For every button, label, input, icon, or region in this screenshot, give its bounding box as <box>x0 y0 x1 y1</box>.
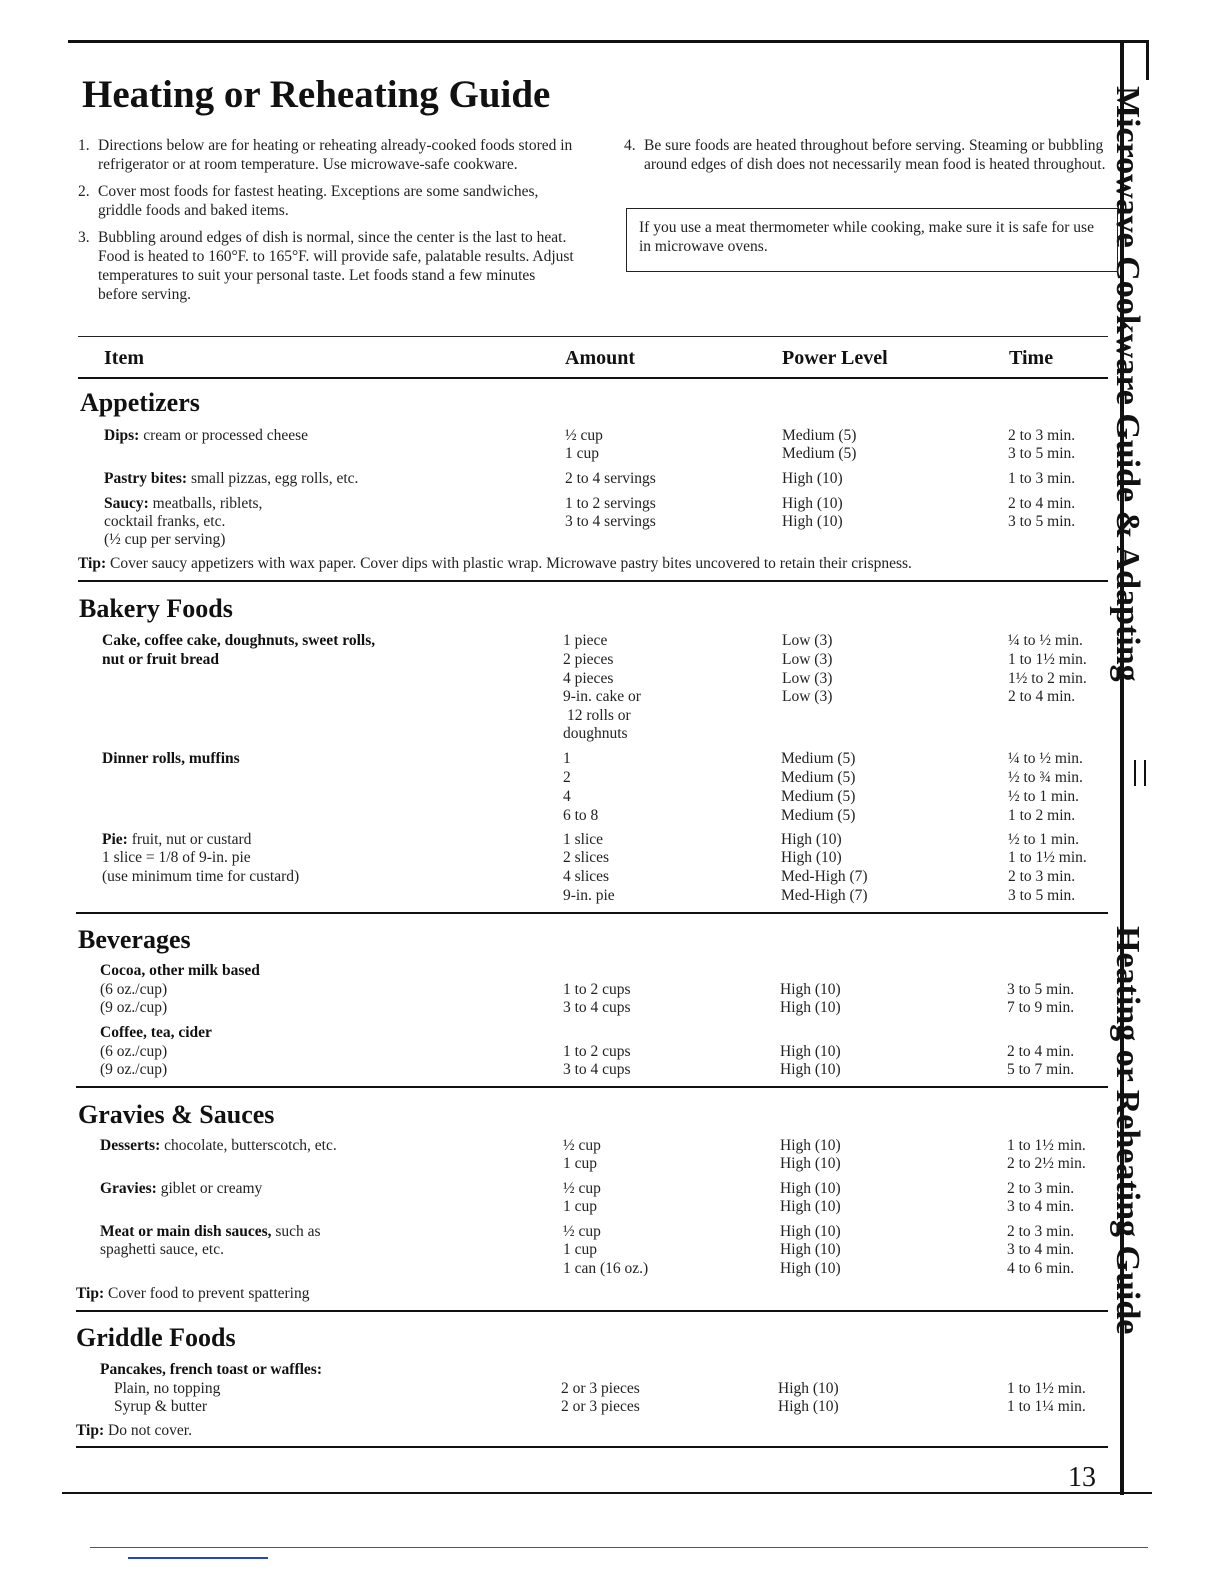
time-cell: 1 to 1½ min. <box>1008 651 1087 668</box>
power-cell: High (10) <box>780 1180 841 1197</box>
footer-link-underline[interactable] <box>128 1557 268 1559</box>
amount-cell: 1 cup <box>563 1155 598 1172</box>
power-cell: High (10) <box>778 1380 839 1397</box>
header-item: Item <box>104 347 144 369</box>
row-cocoa: Cocoa, other milk based <box>100 962 260 979</box>
power-cell: High (10) <box>780 1137 841 1154</box>
item-detail: (9 oz./cup) <box>100 1061 168 1078</box>
amount-cell: doughnuts <box>563 725 628 742</box>
item-detail: (6 oz./cup) <box>100 981 168 998</box>
power-cell: High (10) <box>780 1155 841 1172</box>
amount-cell: 12 rolls or <box>567 707 631 724</box>
row-pie: Pie: fruit, nut or custard <box>102 831 252 848</box>
time-cell: ½ to 1 min. <box>1008 788 1080 805</box>
amount-cell: 2 slices <box>563 849 610 866</box>
side-tab-title: Microwave Cookware Guide & Adapting <box>1109 86 1146 682</box>
amount-cell: ½ cup <box>563 1223 601 1240</box>
row-coffee: Coffee, tea, cider <box>100 1024 212 1041</box>
power-cell: High (10) <box>780 1198 841 1215</box>
section-divider <box>76 1086 1108 1088</box>
power-cell: Low (3) <box>782 688 833 705</box>
tip-griddle: Tip: Do not cover. <box>76 1422 192 1439</box>
time-cell: 2 to 4 min. <box>1008 495 1076 512</box>
item-detail: 1 slice = 1/8 of 9-in. pie <box>102 849 251 866</box>
row-meat-sauces: Meat or main dish sauces, such as <box>100 1223 321 1240</box>
row-dips: Dips: cream or processed cheese <box>104 427 309 444</box>
amount-cell: 6 to 8 <box>563 807 599 824</box>
power-cell: High (10) <box>780 1061 841 1078</box>
power-cell: Medium (5) <box>781 769 856 786</box>
amount-cell: 3 to 4 servings <box>565 513 656 530</box>
power-cell: High (10) <box>780 1223 841 1240</box>
power-cell: High (10) <box>780 981 841 998</box>
section-title-bakery-foods: Bakery Foods <box>79 594 233 623</box>
item-detail: (½ cup per serving) <box>104 531 226 548</box>
item-detail: (9 oz./cup) <box>100 999 168 1016</box>
power-cell: Medium (5) <box>781 750 856 767</box>
bottom-rule <box>62 1492 1152 1494</box>
amount-cell: ½ cup <box>563 1137 601 1154</box>
power-cell: High (10) <box>780 1241 841 1258</box>
time-cell: ½ to 1 min. <box>1008 831 1080 848</box>
time-cell: 4 to 6 min. <box>1007 1260 1075 1277</box>
amount-cell: 4 slices <box>563 868 610 885</box>
power-cell: Low (3) <box>782 632 833 649</box>
amount-cell: 1 cup <box>565 445 600 462</box>
time-cell: 3 to 5 min. <box>1008 887 1076 904</box>
time-cell: 5 to 7 min. <box>1007 1061 1075 1078</box>
header-amount: Amount <box>565 347 636 369</box>
corner-rule <box>1120 40 1148 43</box>
section-divider <box>76 912 1108 914</box>
footer-rule <box>90 1547 1148 1548</box>
intro-item: 3. Bubbling around edges of dish is normal, since the center is the last to heat. Food is heated to 160°F. to 165°F. will provide safe, palatable results. Adjust temperatures to suit your personal taste. Let foods stand a few minutes before serving. <box>78 229 574 303</box>
amount-cell: ½ cup <box>563 1180 601 1197</box>
intro-item: 4. Be sure foods are heated throughout before serving. Steaming or bubbling around edges of dish does not necessarily mean food is heated throughout. <box>624 137 1106 173</box>
amount-cell: 1 can (16 oz.) <box>563 1260 649 1277</box>
power-cell: High (10) <box>782 513 843 530</box>
amount-cell: 1 to 2 cups <box>563 1043 631 1060</box>
time-cell: 1½ to 2 min. <box>1008 670 1087 687</box>
power-cell: High (10) <box>780 999 841 1016</box>
header-power-level: Power Level <box>782 347 888 369</box>
time-cell: 3 to 4 min. <box>1007 1198 1075 1215</box>
header-time: Time <box>1009 347 1054 369</box>
time-cell: ½ to ¾ min. <box>1008 769 1083 786</box>
amount-cell: 1 cup <box>563 1198 598 1215</box>
amount-cell: 2 pieces <box>563 651 614 668</box>
intro-list-left <box>78 136 578 312</box>
tip-appetizers: Tip: Cover saucy appetizers with wax paper. Cover dips with plastic wrap. Microwave pastry bites uncovered to retain their crispness. <box>78 555 912 572</box>
power-cell: High (10) <box>781 831 842 848</box>
section-title-griddle-foods: Griddle Foods <box>76 1323 236 1352</box>
time-cell: 3 to 5 min. <box>1007 981 1075 998</box>
page-title: Heating or Reheating Guide <box>82 73 551 116</box>
row-pastry-bites: Pastry bites: small pizzas, egg rolls, etc. <box>104 470 359 487</box>
time-cell: 1 to 2 min. <box>1008 807 1076 824</box>
tip-gravies: Tip: Cover food to prevent spattering <box>76 1285 310 1302</box>
amount-cell: 1 to 2 cups <box>563 981 631 998</box>
intro-list-right <box>624 136 1110 182</box>
time-cell: 2 to 2½ min. <box>1007 1155 1086 1172</box>
row-dinner-rolls: Dinner rolls, muffins <box>102 750 240 767</box>
time-cell: 7 to 9 min. <box>1007 999 1075 1016</box>
time-cell: 2 to 4 min. <box>1008 688 1076 705</box>
power-cell: High (10) <box>780 1043 841 1060</box>
row-desserts: Desserts: chocolate, butterscotch, etc. <box>100 1137 337 1154</box>
row-gravies: Gravies: giblet or creamy <box>100 1180 263 1197</box>
page-number: 13 <box>1068 1462 1096 1493</box>
power-cell: Medium (5) <box>782 445 857 462</box>
amount-cell: 4 pieces <box>563 670 614 687</box>
intro-item: 1. Directions below are for heating or reheating already-cooked foods stored in refrigerator or at room temperature. Use microwave-safe cookware. <box>78 137 573 173</box>
table-header <box>78 336 1108 379</box>
time-cell: 2 to 3 min. <box>1007 1180 1075 1197</box>
amount-cell: 4 <box>563 788 571 805</box>
time-cell: 2 to 3 min. <box>1008 427 1076 444</box>
item-detail: Syrup & butter <box>114 1398 207 1415</box>
power-cell: Medium (5) <box>781 788 856 805</box>
power-cell: High (10) <box>780 1260 841 1277</box>
time-cell: 1 to 3 min. <box>1008 470 1076 487</box>
amount-cell: 3 to 4 cups <box>563 1061 631 1078</box>
time-cell: 3 to 5 min. <box>1008 445 1076 462</box>
amount-cell: 9-in. pie <box>563 887 615 904</box>
time-cell: 1 to 1¼ min. <box>1007 1398 1086 1415</box>
time-cell: 1 to 1½ min. <box>1008 849 1087 866</box>
time-cell: ¼ to ½ min. <box>1008 750 1083 767</box>
item-detail: (use minimum time for custard) <box>102 868 300 885</box>
time-cell: 3 to 4 min. <box>1007 1241 1075 1258</box>
power-cell: Med-High (7) <box>781 887 868 904</box>
side-tab-subtitle: Heating or Reheating Guide <box>1109 926 1146 1335</box>
amount-cell: 9-in. cake or <box>563 688 641 705</box>
amount-cell: 3 to 4 cups <box>563 999 631 1016</box>
amount-cell: 1 to 2 servings <box>565 495 656 512</box>
amount-cell: 1 <box>563 750 571 767</box>
item-detail: (6 oz./cup) <box>100 1043 168 1060</box>
thermometer-note: If you use a meat thermometer while cooking, make sure it is safe for use in microwave ovens. <box>626 208 1118 272</box>
item-detail: spaghetti sauce, etc. <box>100 1241 224 1258</box>
row-cake: Cake, coffee cake, doughnuts, sweet rolls, <box>102 632 376 649</box>
power-cell: Low (3) <box>782 651 833 668</box>
item-detail: nut or fruit bread <box>102 651 219 668</box>
row-pancakes: Pancakes, french toast or waffles: <box>100 1361 322 1378</box>
section-divider <box>76 1446 1108 1448</box>
amount-cell: 1 cup <box>563 1241 598 1258</box>
amount-cell: ½ cup <box>565 427 603 444</box>
power-cell: High (10) <box>782 470 843 487</box>
section-title-gravies-sauces: Gravies & Sauces <box>78 1100 275 1129</box>
power-cell: High (10) <box>782 495 843 512</box>
amount-cell: 2 to 4 servings <box>565 470 656 487</box>
power-cell: Med-High (7) <box>781 868 868 885</box>
amount-cell: 1 slice <box>563 831 604 848</box>
item-detail: cocktail franks, etc. <box>104 513 226 530</box>
power-cell: Medium (5) <box>781 807 856 824</box>
section-divider <box>76 1310 1108 1312</box>
amount-cell: 2 <box>563 769 571 786</box>
power-cell: Medium (5) <box>782 427 857 444</box>
top-rule <box>68 40 1128 43</box>
time-cell: 2 to 3 min. <box>1008 868 1076 885</box>
section-title-appetizers: Appetizers <box>80 388 200 417</box>
time-cell: 2 to 3 min. <box>1007 1223 1075 1240</box>
intro-item: 2. Cover most foods for fastest heating. Exceptions are some sandwiches, griddle foods and baked items. <box>78 183 539 219</box>
power-cell: Low (3) <box>782 670 833 687</box>
corner-rule-vertical <box>1146 40 1149 80</box>
row-saucy: Saucy: meatballs, riblets, <box>104 495 263 512</box>
time-cell: ¼ to ½ min. <box>1008 632 1083 649</box>
item-detail: Plain, no topping <box>114 1380 221 1397</box>
amount-cell: 2 or 3 pieces <box>561 1380 640 1397</box>
power-cell: High (10) <box>781 849 842 866</box>
section-title-beverages: Beverages <box>78 925 191 954</box>
amount-cell: 1 piece <box>563 632 608 649</box>
amount-cell: 2 or 3 pieces <box>561 1398 640 1415</box>
time-cell: 1 to 1½ min. <box>1007 1380 1086 1397</box>
time-cell: 2 to 4 min. <box>1007 1043 1075 1060</box>
time-cell: 3 to 5 min. <box>1008 513 1076 530</box>
time-cell: 1 to 1½ min. <box>1007 1137 1086 1154</box>
power-cell: High (10) <box>778 1398 839 1415</box>
section-divider <box>78 580 1108 582</box>
